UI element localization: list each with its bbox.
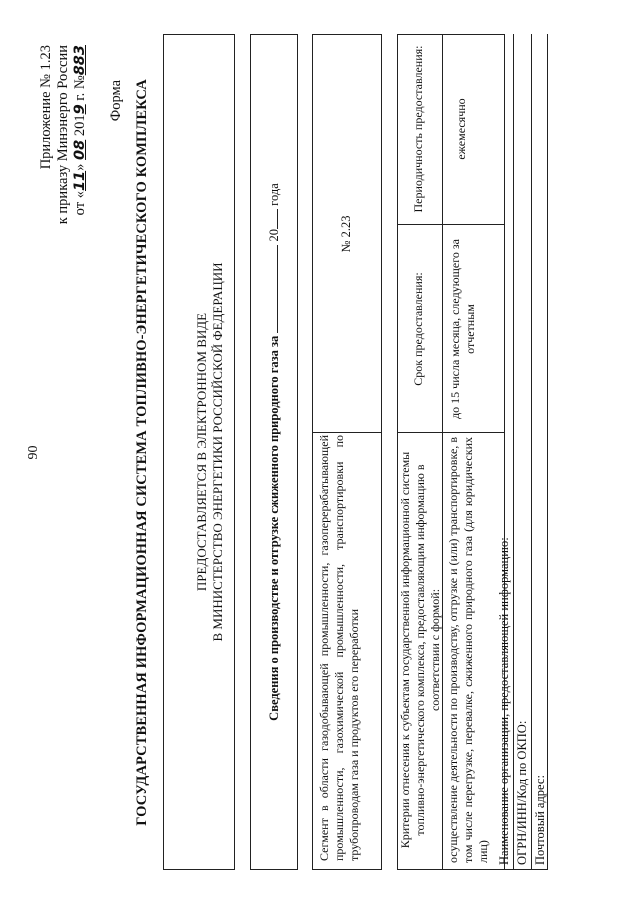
submission-line-1: ПРЕДОСТАВЛЯЕТСЯ В ЭЛЕКТРОННОМ ВИДЕ bbox=[194, 312, 209, 592]
system-title: ГОСУДАРСТВЕННАЯ ИНФОРМАЦИОННАЯ СИСТЕМА ТОПЛИВНО-ЭНЕРГЕТИЧЕСКОГО КОМПЛЕКСА bbox=[134, 79, 150, 826]
year-digit: 9 bbox=[72, 104, 88, 115]
report-title-line bbox=[266, 35, 282, 869]
segment-frame bbox=[312, 34, 382, 870]
org-name-label: Наименование организации, предоставляющей информацию: bbox=[497, 537, 511, 865]
period-blank bbox=[266, 245, 278, 333]
year-prefix: 20 bbox=[267, 228, 281, 242]
report-title: Сведения о производстве и отгрузке сжиженного природного газа за bbox=[267, 335, 281, 721]
date-mid: » bbox=[72, 159, 88, 171]
frequency-header: Периодичность предоставления: bbox=[411, 45, 425, 213]
org-row-divider-1 bbox=[513, 34, 514, 869]
appendix-number: Приложение № 1.23 bbox=[38, 45, 54, 170]
year-prefix: 201 bbox=[72, 114, 88, 140]
date-prefix: от « bbox=[72, 191, 88, 216]
criteria-table bbox=[397, 34, 505, 870]
year-suffix: года bbox=[267, 183, 281, 206]
number-prefix: г. № bbox=[72, 75, 88, 105]
report-title-frame bbox=[250, 34, 298, 870]
form-number: № 2.23 bbox=[339, 215, 353, 253]
order-reference: к приказу Минэнерго России bbox=[55, 45, 71, 225]
criteria-value: осуществление деятельности по производству, отгрузке и (или) транспортировке, в том числе перегрузке, перевалке, сжиженного природного газа (для юридических лиц) bbox=[446, 437, 490, 863]
org-row-divider-2 bbox=[531, 34, 532, 869]
year-blank bbox=[266, 209, 278, 229]
org-ids-label: ОГРН/ИНН/Код по ОКПО: bbox=[515, 720, 529, 865]
deadline-value: до 15 числа месяца, следующего за отчетным bbox=[448, 239, 477, 419]
organization-block bbox=[493, 34, 548, 870]
deadline-header: Срок предоставления: bbox=[411, 272, 425, 386]
page-number: 90 bbox=[26, 445, 41, 460]
appendix-header bbox=[38, 45, 89, 224]
order-number: 883 bbox=[72, 45, 88, 76]
submission-line-2: В МИНИСТЕРСТВО ЭНЕРГЕТИКИ РОССИЙСКОЙ ФЕДЕРАЦИИ bbox=[210, 262, 225, 642]
submission-frame bbox=[163, 34, 235, 870]
org-address-label: Почтовый адрес: bbox=[533, 775, 547, 865]
date-day: 11 bbox=[72, 170, 88, 192]
form-label: Форма bbox=[108, 80, 124, 122]
order-date-line bbox=[72, 45, 89, 224]
segment-text: Сегмент в области газодобывающей промышленности, газоперерабатывающей промышленности, газохимической промышленности, транспортировки по трубопроводам газа и продуктов его переработки bbox=[317, 435, 361, 861]
criteria-header: Критерии отнесения к субъектам государственной информационной системы топливно-энергетического комплекса, предоставляющим информацию в соответствии с формой: bbox=[398, 451, 442, 849]
date-month: 08 bbox=[72, 139, 88, 160]
frequency-value: ежемесячно bbox=[454, 98, 468, 160]
